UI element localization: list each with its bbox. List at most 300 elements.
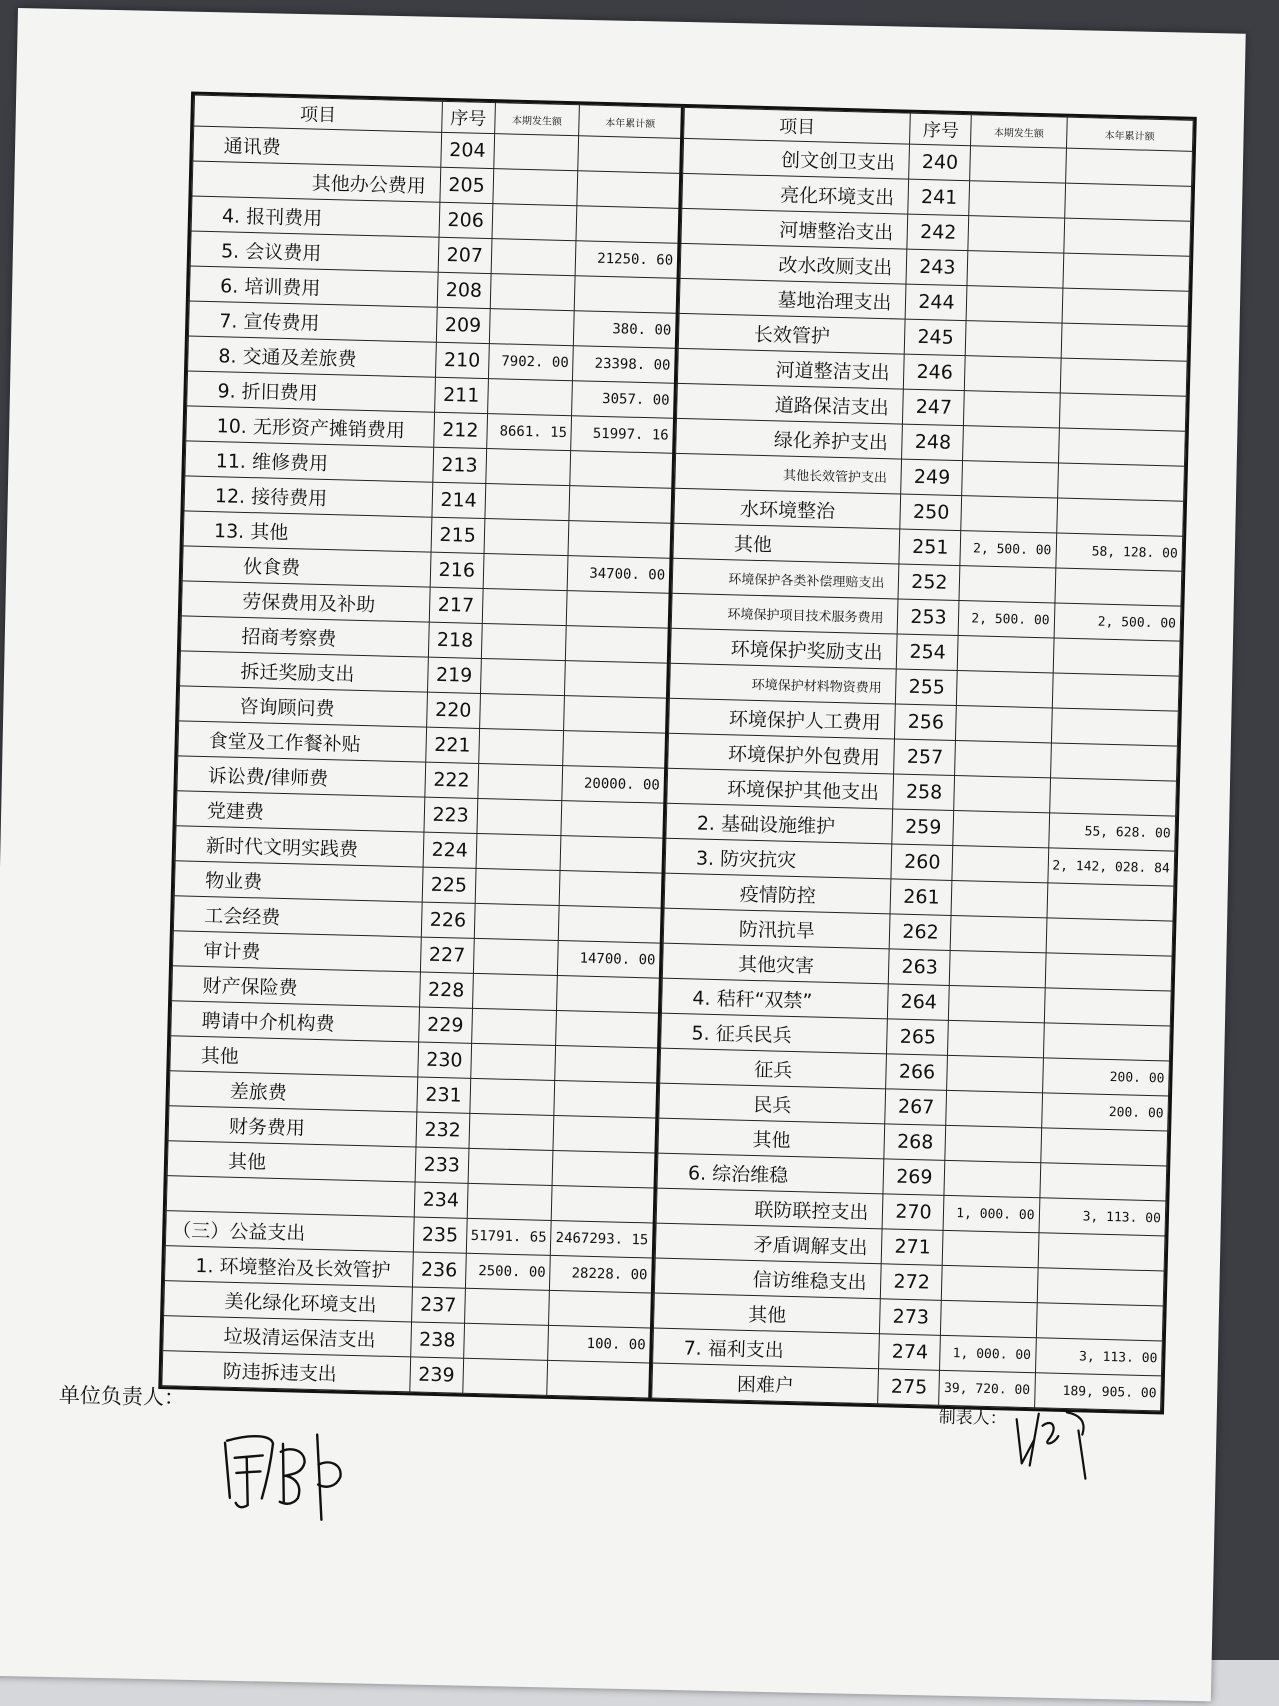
seq-cell: 275 [878, 1369, 940, 1406]
seq-cell: 270 [883, 1194, 945, 1231]
item-cell: 4. 报刊费用 [191, 196, 440, 237]
item-cell: 信访维稳支出 [654, 1258, 881, 1299]
ytd-amount-cell [1063, 218, 1190, 256]
period-amount-cell [970, 146, 1066, 183]
item-cell: 工会经费 [173, 896, 422, 937]
ytd-amount-cell [1051, 708, 1178, 746]
period-amount-cell [944, 1160, 1040, 1197]
ytd-amount-cell [557, 976, 661, 1014]
seq-cell: 238 [411, 1322, 464, 1358]
ytd-amount-cell [549, 1290, 653, 1328]
item-cell: 党建费 [176, 791, 425, 832]
seq-cell: 210 [435, 342, 488, 378]
seq-cell: 260 [891, 844, 953, 881]
period-amount-cell [969, 181, 1065, 218]
seq-cell: 268 [884, 1124, 946, 1161]
ytd-amount-cell [1057, 463, 1184, 501]
item-cell: 财务费用 [168, 1106, 417, 1147]
seq-cell: 209 [436, 307, 489, 343]
ytd-amount-cell [560, 836, 664, 874]
item-cell: 9. 折旧费用 [187, 371, 436, 412]
seq-cell: 248 [902, 424, 964, 461]
period-amount-cell [965, 356, 1061, 393]
ytd-amount-cell: 3, 113. 00 [1035, 1338, 1162, 1376]
seq-cell: 261 [891, 879, 953, 916]
ytd-amount-cell [1049, 778, 1176, 816]
ytd-amount-cell [1037, 1268, 1164, 1306]
ytd-amount-cell: 2, 500. 00 [1054, 603, 1181, 641]
ytd-amount-cell [559, 906, 663, 944]
period-amount-cell [964, 391, 1060, 428]
seq-cell: 214 [432, 482, 485, 518]
seq-cell: 259 [892, 809, 954, 846]
period-amount-cell [967, 251, 1063, 288]
item-cell: 绿化养护支出 [676, 418, 903, 459]
period-amount-cell [950, 950, 1046, 987]
report-paper [0, 8, 1246, 1701]
period-amount-cell: 7902. 00 [488, 344, 574, 381]
item-cell: 13. 其他 [183, 511, 432, 552]
item-cell: 其他 [170, 1036, 419, 1077]
ytd-amount-cell: 200. 00 [1042, 1058, 1169, 1096]
period-amount-cell: 8661. 15 [486, 414, 572, 451]
seq-cell: 239 [410, 1357, 463, 1393]
period-amount-cell [476, 833, 562, 870]
seq-cell: 211 [435, 377, 488, 413]
item-cell: 河塘整治支出 [681, 208, 908, 249]
seq-cell: 227 [420, 937, 473, 973]
ytd-amount-cell [1061, 323, 1188, 361]
item-cell: 其他 [673, 523, 900, 564]
seq-cell: 245 [905, 319, 967, 356]
period-amount-cell [956, 706, 1052, 743]
seq-cell: 246 [904, 354, 966, 391]
header-seq: 序号 [442, 101, 495, 133]
item-cell: 其他 [167, 1141, 416, 1182]
period-amount-cell [966, 321, 1062, 358]
period-amount-cell: 2500. 00 [465, 1253, 551, 1290]
right-table [651, 107, 1193, 1411]
period-amount-cell [963, 426, 1059, 463]
seq-cell: 219 [427, 657, 480, 693]
ytd-amount-cell [1050, 743, 1177, 781]
seq-cell: 258 [893, 774, 955, 811]
period-amount-cell [468, 1113, 554, 1150]
header-period: 本期发生额 [971, 115, 1067, 148]
seq-cell: 204 [441, 132, 494, 168]
period-amount-cell [968, 216, 1064, 253]
period-amount-cell [493, 134, 579, 171]
period-amount-cell [487, 379, 573, 416]
ytd-amount-cell [568, 521, 672, 559]
ytd-amount-cell: 189, 905. 00 [1034, 1373, 1161, 1411]
ytd-amount-cell: 100. 00 [548, 1325, 652, 1363]
item-cell: 伙食费 [182, 546, 431, 587]
ytd-amount-cell [564, 696, 668, 734]
item-cell: 5. 会议费用 [190, 231, 439, 272]
ytd-amount-cell [1065, 148, 1192, 186]
period-amount-cell [957, 671, 1053, 708]
ytd-amount-cell: 20000. 00 [562, 766, 666, 804]
period-amount-cell [954, 776, 1050, 813]
header-seq: 序号 [910, 113, 972, 146]
header-item: 项目 [194, 95, 443, 132]
seq-cell: 255 [896, 669, 958, 706]
item-cell: 其他 [658, 1118, 885, 1159]
seq-cell: 242 [907, 214, 969, 251]
item-cell: 环境保护项目技术服务费用 [671, 593, 898, 634]
ytd-amount-cell [1060, 358, 1187, 396]
period-amount-cell [462, 1358, 548, 1395]
period-amount-cell [490, 274, 576, 311]
item-cell: 1. 环境整治及长效管护 [165, 1246, 414, 1287]
item-cell: 环境保护各类补偿理赔支出 [672, 558, 899, 599]
item-cell: 聘请中介机构费 [171, 1001, 420, 1042]
header-ytd: 本年累计额 [1066, 117, 1193, 151]
period-amount-cell [952, 845, 1048, 882]
seq-cell: 265 [887, 1019, 949, 1056]
ytd-amount-cell [1040, 1128, 1167, 1166]
item-cell: 6. 培训费用 [189, 266, 438, 307]
period-amount-cell [476, 798, 562, 835]
ytd-amount-cell [1064, 183, 1191, 221]
period-amount-cell [479, 693, 565, 730]
item-cell: 墓地治理支出 [679, 278, 906, 319]
ytd-amount-cell [1055, 568, 1182, 606]
seq-cell: 247 [903, 389, 965, 426]
item-cell: 10. 无形资产摊销费用 [186, 406, 435, 447]
seq-cell: 269 [883, 1159, 945, 1196]
header-ytd: 本年累计额 [579, 105, 682, 139]
item-cell: 6. 综治维稳 [657, 1153, 884, 1194]
item-cell: 12. 接待费用 [184, 476, 433, 517]
period-amount-cell [489, 309, 575, 346]
period-amount-cell [481, 623, 567, 660]
ytd-amount-cell [578, 136, 682, 174]
ytd-amount-cell [1056, 498, 1183, 536]
ytd-amount-cell [553, 1115, 657, 1153]
item-cell: 3. 防灾抗灾 [665, 838, 892, 879]
header-period: 本期发生额 [494, 103, 580, 136]
ytd-amount-cell [1036, 1303, 1163, 1341]
period-amount-cell [942, 1265, 1038, 1302]
item-cell: （三）公益支出 [165, 1211, 414, 1252]
item-cell: 征兵 [660, 1048, 887, 1089]
period-amount-cell [951, 915, 1047, 952]
seq-cell: 262 [890, 914, 952, 951]
seq-cell: 222 [425, 762, 478, 798]
period-amount-cell [484, 519, 570, 556]
period-amount-cell [470, 1043, 556, 1080]
period-amount-cell [959, 566, 1055, 603]
seq-cell: 224 [423, 832, 476, 868]
item-cell: 2. 基础设施维护 [666, 803, 893, 844]
seq-cell: 241 [908, 179, 970, 216]
seq-cell: 226 [421, 902, 474, 938]
ytd-amount-cell [1046, 918, 1173, 956]
period-amount-cell [471, 1008, 557, 1045]
period-amount-cell [478, 728, 564, 765]
preparer-label: 制表人： [938, 1407, 1007, 1430]
ytd-amount-cell: 28228. 00 [550, 1255, 654, 1293]
period-amount-cell [948, 1020, 1044, 1057]
item-cell: 物业费 [174, 861, 423, 902]
period-amount-cell [472, 973, 558, 1010]
seq-cell: 228 [419, 972, 472, 1008]
item-cell: 诉讼费/律师费 [177, 756, 426, 797]
ytd-amount-cell: 23398. 00 [573, 346, 677, 384]
ytd-amount-cell [575, 276, 679, 314]
ytd-amount-cell [1052, 673, 1179, 711]
seq-cell: 229 [419, 1007, 472, 1043]
ytd-amount-cell [577, 171, 681, 209]
ytd-amount-cell [1063, 253, 1190, 291]
period-amount-cell: 51791. 65 [466, 1218, 552, 1255]
left-table [161, 95, 684, 1399]
ytd-amount-cell [556, 1011, 660, 1049]
ytd-amount-cell [570, 451, 674, 489]
seq-cell: 225 [422, 867, 475, 903]
period-amount-cell [491, 239, 577, 276]
ytd-amount-cell [552, 1150, 656, 1188]
ytd-amount-cell [555, 1045, 659, 1083]
seq-cell: 244 [906, 284, 968, 321]
item-cell: 咨询顾问费 [179, 686, 428, 727]
ytd-amount-cell: 58, 128. 00 [1055, 533, 1182, 571]
seq-cell: 273 [880, 1299, 942, 1336]
item-cell: 矛盾调解支出 [655, 1223, 882, 1264]
period-amount-cell [467, 1183, 553, 1220]
ytd-amount-cell [1059, 393, 1186, 431]
ytd-amount-cell: 21250. 60 [575, 241, 679, 279]
ytd-amount-cell [576, 206, 680, 244]
period-amount-cell [953, 810, 1049, 847]
period-amount-cell [941, 1300, 1037, 1337]
item-cell: 道路保洁支出 [677, 383, 904, 424]
period-amount-cell [492, 204, 578, 241]
period-amount-cell [955, 741, 1051, 778]
period-amount-cell [492, 169, 578, 206]
period-amount-cell [483, 554, 569, 591]
ytd-amount-cell: 14700. 00 [558, 941, 662, 979]
seq-cell: 233 [415, 1147, 468, 1183]
seq-cell: 230 [418, 1042, 471, 1078]
seq-cell: 251 [899, 529, 961, 566]
item-cell: 审计费 [172, 931, 421, 972]
period-amount-cell [945, 1125, 1041, 1162]
seq-cell: 234 [414, 1182, 467, 1218]
period-amount-cell [473, 938, 559, 975]
item-cell: 7. 福利支出 [653, 1328, 880, 1369]
seq-cell: 240 [909, 144, 971, 181]
ytd-amount-cell: 2, 142, 028. 84 [1047, 848, 1174, 886]
item-cell: 其他长效管护支出 [675, 453, 902, 494]
seq-cell: 223 [424, 797, 477, 833]
ytd-amount-cell: 200. 00 [1041, 1093, 1168, 1131]
period-amount-cell: 2, 500. 00 [960, 531, 1056, 568]
preparer-signature [1007, 1399, 1099, 1481]
ytd-amount-cell [552, 1185, 656, 1223]
ytd-amount-cell [1062, 288, 1189, 326]
item-cell: 财产保险费 [172, 966, 421, 1007]
ytd-amount-cell [1053, 638, 1180, 676]
ytd-amount-cell [560, 871, 664, 909]
item-cell: 防违拆违支出 [162, 1351, 411, 1392]
seq-cell: 236 [412, 1252, 465, 1288]
seq-cell: 213 [433, 447, 486, 483]
item-cell: 改水改厕支出 [680, 243, 907, 284]
item-cell: 通讯费 [193, 126, 442, 167]
ytd-amount-cell [1045, 953, 1172, 991]
ytd-amount-cell: 2467293. 15 [551, 1220, 655, 1258]
seq-cell: 249 [901, 459, 963, 496]
period-amount-cell [967, 286, 1063, 323]
seq-cell: 212 [434, 412, 487, 448]
item-cell: 新时代文明实践费 [175, 826, 424, 867]
item-cell: 4. 秸秆“双禁” [662, 978, 889, 1019]
period-amount-cell [477, 763, 563, 800]
period-amount-cell [480, 658, 566, 695]
header-item: 项目 [684, 107, 911, 144]
ytd-amount-cell [1047, 883, 1174, 921]
period-amount-cell [943, 1230, 1039, 1267]
period-amount-cell [464, 1288, 550, 1325]
period-amount-cell [474, 903, 560, 940]
seq-cell: 264 [888, 984, 950, 1021]
item-cell: 其他办公费用 [192, 161, 441, 202]
item-cell: 河道整洁支出 [678, 348, 905, 389]
period-amount-cell [947, 1055, 1043, 1092]
seq-cell: 243 [906, 249, 968, 286]
period-amount-cell: 1, 000. 00 [940, 1335, 1036, 1372]
item-cell: 美化绿化环境支出 [164, 1281, 413, 1322]
seq-cell: 253 [898, 599, 960, 636]
seq-cell: 272 [881, 1264, 943, 1301]
item-cell: 5. 征兵民兵 [661, 1013, 888, 1054]
item-cell: 联防联控支出 [656, 1188, 883, 1229]
period-amount-cell [958, 636, 1054, 673]
seq-cell: 256 [895, 704, 957, 741]
ytd-amount-cell [547, 1360, 651, 1398]
period-amount-cell [468, 1148, 554, 1185]
period-amount-cell [469, 1078, 555, 1115]
seq-cell: 257 [894, 739, 956, 776]
seq-cell: 252 [898, 564, 960, 601]
ytd-amount-cell [1038, 1233, 1165, 1271]
period-amount-cell: 39, 720. 00 [939, 1370, 1035, 1407]
period-amount-cell [946, 1090, 1042, 1127]
item-cell: 环境保护人工费用 [669, 698, 896, 739]
seq-cell: 235 [413, 1217, 466, 1253]
period-amount-cell [482, 588, 568, 625]
expense-report-table [158, 91, 1197, 1414]
item-cell: 8. 交通及差旅费 [188, 336, 437, 377]
seq-cell: 232 [416, 1112, 469, 1148]
period-amount-cell: 2, 500. 00 [959, 601, 1055, 638]
seq-cell: 274 [879, 1334, 941, 1371]
item-cell: 环境保护其他支出 [667, 768, 894, 809]
item-cell: 防汛抗旱 [663, 908, 890, 949]
seq-cell: 263 [889, 949, 951, 986]
period-amount-cell [962, 461, 1058, 498]
seq-cell: 220 [427, 692, 480, 728]
ytd-amount-cell [565, 661, 669, 699]
seq-cell: 217 [429, 587, 482, 623]
item-cell: 亮化环境支出 [682, 173, 909, 214]
item-cell: 差旅费 [169, 1071, 418, 1112]
ytd-amount-cell [1044, 988, 1171, 1026]
item-cell: 其他灾害 [662, 943, 889, 984]
ytd-amount-cell [1039, 1163, 1166, 1201]
ytd-amount-cell: 55, 628. 00 [1048, 813, 1175, 851]
seq-cell: 271 [882, 1229, 944, 1266]
seq-cell: 218 [428, 622, 481, 658]
item-cell: 垃圾清运保洁支出 [163, 1316, 412, 1357]
unit-head-signature [211, 1412, 363, 1525]
period-amount-cell [952, 880, 1048, 917]
seq-cell: 254 [897, 634, 959, 671]
period-amount-cell: 1, 000. 00 [944, 1195, 1040, 1232]
ytd-amount-cell: 34700. 00 [567, 556, 671, 594]
ytd-amount-cell: 3, 113. 00 [1039, 1198, 1166, 1236]
ytd-amount-cell [563, 731, 667, 769]
ytd-amount-cell [1058, 428, 1185, 466]
item-cell: 长效管护 [678, 313, 905, 354]
ytd-amount-cell [569, 486, 673, 524]
ytd-amount-cell: 3057. 00 [572, 381, 676, 419]
seq-cell: 206 [439, 202, 492, 238]
ytd-amount-cell: 380. 00 [574, 311, 678, 349]
period-amount-cell [475, 868, 561, 905]
seq-cell: 221 [426, 727, 479, 763]
seq-cell: 208 [437, 272, 490, 308]
item-cell: 环境保护材料物资费用 [670, 663, 897, 704]
item-cell: 民兵 [659, 1083, 886, 1124]
seq-cell: 267 [885, 1089, 947, 1126]
seq-cell: 231 [417, 1077, 470, 1113]
period-amount-cell [961, 496, 1057, 533]
seq-cell: 205 [440, 167, 493, 203]
seq-cell: 266 [886, 1054, 948, 1091]
item-cell: 困难户 [652, 1363, 879, 1404]
seq-cell: 216 [430, 552, 483, 588]
item-cell: 7. 宣传费用 [188, 301, 437, 342]
ytd-amount-cell [554, 1080, 658, 1118]
seq-cell: 207 [438, 237, 491, 273]
item-cell: 招商考察费 [180, 616, 429, 657]
seq-cell: 215 [431, 517, 484, 553]
seq-cell: 237 [411, 1287, 464, 1323]
item-cell: 11. 维修费用 [185, 441, 434, 482]
item-cell: 其他 [654, 1293, 881, 1334]
right-table-body [652, 138, 1193, 1410]
ytd-amount-cell [567, 591, 671, 629]
period-amount-cell [484, 484, 570, 521]
item-cell: 食堂及工作餐补贴 [178, 721, 427, 762]
unit-head-label: 单位负责人： [58, 1383, 186, 1410]
ytd-amount-cell [561, 801, 665, 839]
ytd-amount-cell [566, 626, 670, 664]
item-cell: 水环境整治 [674, 488, 901, 529]
item-cell: 拆迁奖励支出 [180, 651, 429, 692]
item-cell: 环境保护外包费用 [668, 733, 895, 774]
item-cell: 创文创卫支出 [683, 138, 910, 179]
left-table-body [162, 126, 682, 1398]
ytd-amount-cell: 51997. 16 [571, 416, 675, 454]
period-amount-cell [463, 1323, 549, 1360]
period-amount-cell [485, 449, 571, 486]
ytd-amount-cell [1043, 1023, 1170, 1061]
